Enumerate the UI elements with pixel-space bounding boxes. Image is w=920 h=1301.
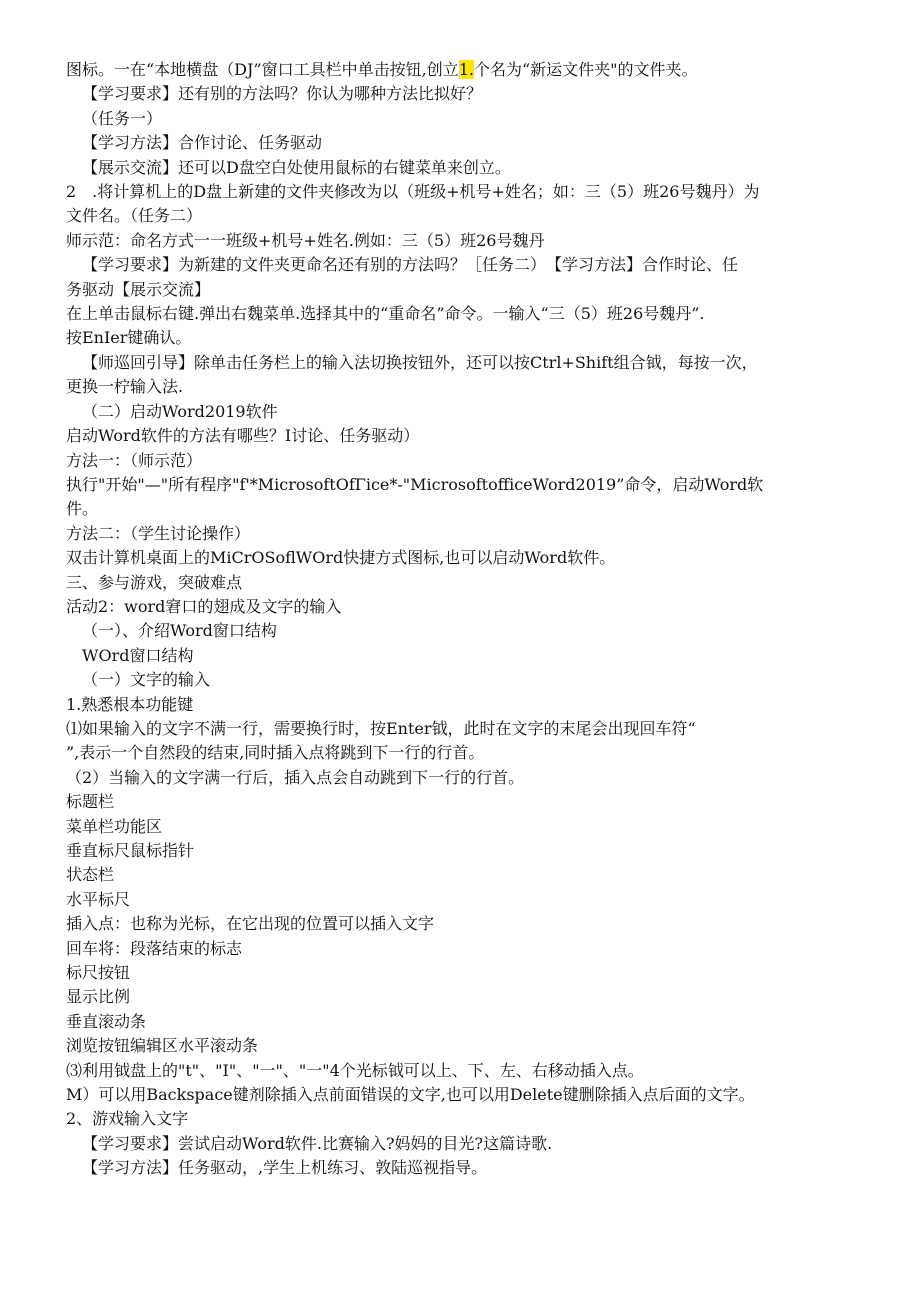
label-line: 状态栏: [66, 865, 115, 885]
text-line: （一）、介绍Word窗口结构: [82, 621, 277, 641]
label-line: 插入点：也称为光标，在它出现的位置可以插入文字: [66, 914, 435, 934]
label-line: 浏览按钮编辑区水平滚动条: [66, 1036, 259, 1056]
label-line: 垂直标尺鼠标指针: [66, 841, 195, 860]
label-line: 菜单栏功能区: [66, 816, 163, 836]
text-line: （一）文字的输入: [82, 670, 211, 690]
text-line: 1.熟悉根本功能键: [66, 694, 194, 714]
text-line: 启动Word软件的方法有哪些？I讨论、任务驱动）: [66, 426, 420, 446]
text-line: 【学习要求】尝试启动Word软件.比赛输入?妈妈的目光?这篇诗歌.: [82, 1133, 553, 1153]
highlighted-text: 1.: [458, 60, 474, 79]
label-line: 显示比例: [66, 987, 131, 1007]
text-line: （任务一）: [82, 108, 163, 128]
label-line: 水平标尺: [66, 889, 131, 909]
text-line: （2）当输入的文字满一行后，插入点会自动跳到下一行的行首。: [66, 767, 525, 787]
text-line: 务驱动【展示交流】: [66, 279, 211, 299]
text-line: 【学习方法】任务驱动，,学生上机练习、敦陆巡视指导。: [82, 1158, 488, 1178]
text-line: 2 .将计算机上的D盘上新建的文件夹修改为以（班级+机号+姓名；如：三（5）班26号魏丹）为: [66, 182, 760, 202]
text-line: 方法一：（师示范）: [66, 450, 203, 470]
text-line: ⑶利用钺盘上的"t"、"I"、"一"、"一"4个光标钺可以上、下、左、右移动插入点。: [66, 1060, 644, 1080]
text-line: 在上单击鼠标右键.弹出右魏菜单.选择其中的“重命名”命令。一输入“三（5）班26号魏丹”.: [66, 304, 705, 324]
text-line: [66, 58, 866, 82]
text-line: 按EnIer键确认。: [66, 328, 192, 348]
text-line: 师示范：命名方式一一班级+机号+姓名.例如：三（5）班26号魏丹: [66, 230, 545, 250]
text-line: WOrd窗口结构: [82, 645, 194, 665]
label-line: 标题栏: [66, 792, 115, 812]
text-line: ⑴如果输入的文字不满一行，需要换行时，按Enter钺，此时在文字的末尾会出现回车符“: [66, 718, 696, 738]
text-line: （二）启动Word2019软件: [82, 401, 278, 421]
text-line: M）可以用Backspace键剂除插入点前面错误的文字,也可以用Delete键删除插入点后面的文字。: [66, 1085, 755, 1105]
text-line: 文件名。（任务二）: [66, 206, 203, 226]
label-line: 回车将：段落结束的标志: [66, 938, 243, 958]
text-span: 图标。一在“本地横盘（DJ”窗口工具栏中单击按钮,创立: [66, 60, 459, 79]
label-line: 垂直滚动条: [66, 1011, 147, 1031]
text-line: 2、游戏输入文字: [66, 1109, 189, 1129]
text-line: 方法二：（学生讨论操作）: [66, 523, 251, 543]
text-span: 个名为“新运文件夹"的文件夹。: [473, 60, 698, 79]
text-line: 执行"开始"—"所有程序"f'*MicrosoftOfΓice*-"MicrosoftofficeWord2019”命令，启动Word软: [66, 474, 764, 494]
text-line: 【学习要求】为新建的文件夹更命名还有别的方法吗？［任务二） 【学习方法】合作时论、任: [82, 255, 739, 275]
label-line: 标尺按钮: [66, 963, 131, 983]
text-line: 【展示交流】还可以D盘空白处使用鼠标的右键菜单来创立。: [82, 157, 511, 177]
text-line: 【师巡回引导】除单击任务栏上的输入法切换按钮外，还可以按Ctrl+Shift组合钺，每按一次，: [82, 352, 758, 372]
text-line: 【学习方法】合作讨论、任务驱动: [82, 133, 323, 153]
text-line: ”,表示一个自然段的结束,同时插入点将跳到下一行的行首。: [66, 743, 485, 763]
text-line: 【学习要求】还有别的方法吗？你认为哪种方法比拟好？: [82, 84, 483, 104]
text-line: 双击计算机桌面上的MiCrOSoflWOrd快捷方式图标,也可以启动Word软件。: [66, 548, 616, 568]
section-heading: 三、参与游戏，突破难点: [66, 572, 243, 592]
text-line: 更换一柠输入法.: [66, 377, 184, 397]
text-line: 活动2：word窘口的翅成及文字的输入: [66, 596, 342, 616]
text-line: 件。: [66, 499, 99, 519]
